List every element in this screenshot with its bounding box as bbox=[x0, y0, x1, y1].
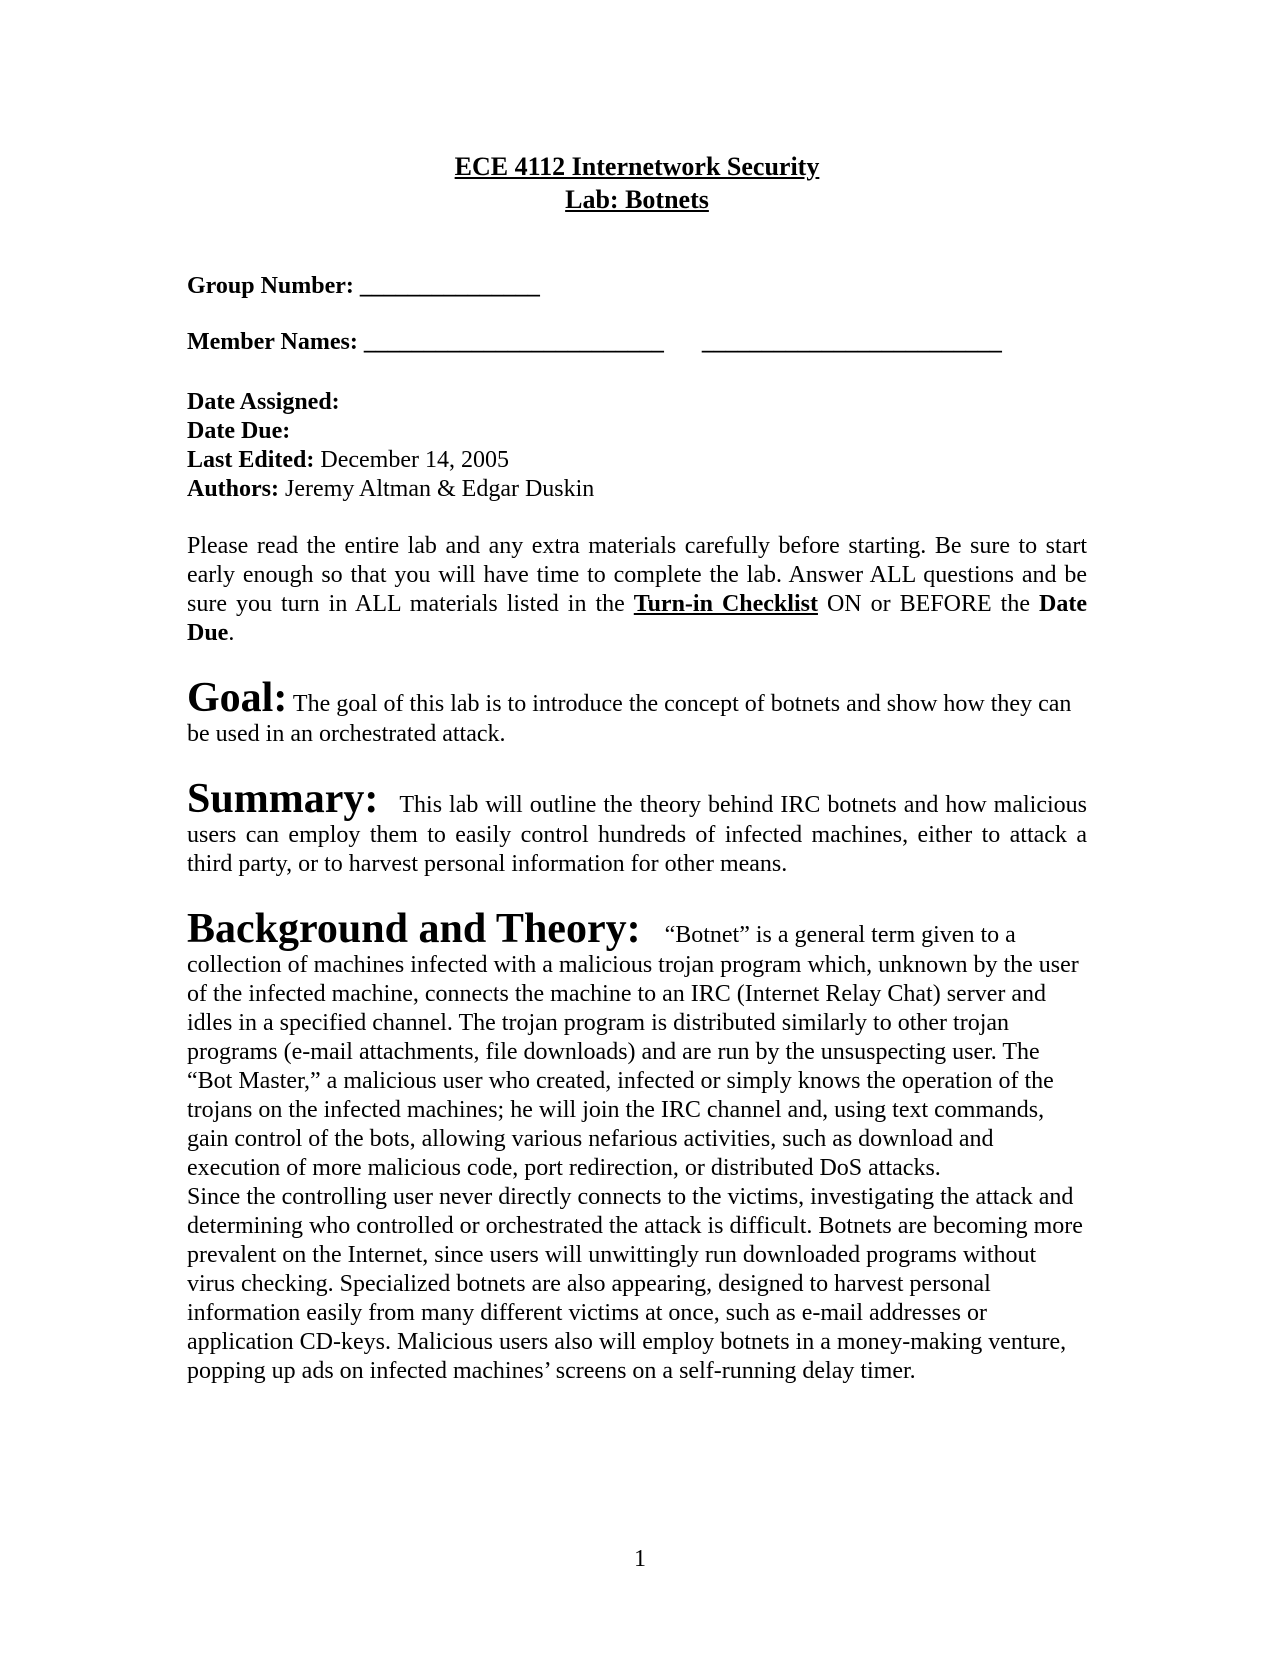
date-due-label: Date Due: bbox=[187, 418, 291, 444]
member-names-label: Member Names: bbox=[187, 329, 358, 355]
summary-heading: Summary: bbox=[187, 776, 379, 822]
goal-section bbox=[187, 676, 1087, 749]
date-assigned-row bbox=[187, 388, 1087, 417]
date-due-row bbox=[187, 417, 1087, 446]
background-text-1: “Botnet” is a general term given to a collection of machines infected with a malicious trojan program which, unknown by the user of the infected machine, connects the machine to an IRC (Internet Relay Chat) server and idles in a specified channel. The trojan program is distributed similarly to other trojan programs (e-mail attachments, file downloads) and are run by the unsuspecting user. The “Bot Master,” a malicious user who created, infected or simply knows the operation of the trojans on the infected machines; he will join the IRC channel and, using text commands, gain control of the bots, allowing various nefarious activities, such as download and execution of more malicious code, port redirection, or distributed DoS attacks. bbox=[187, 922, 1079, 1181]
authors-row bbox=[187, 475, 1087, 504]
summary-text: This lab will outline the theory behind IRC botnets and how malicious users can employ them to easily control hundreds of infected machines, either to attack a third party, or to harvest personal information for other means. bbox=[187, 792, 1088, 877]
member-names-row bbox=[187, 328, 1087, 357]
background-paragraph-2: Since the controlling user never directly connects to the victims, investigating the attack and determining who controlled or orchestrated the attack is difficult. Botnets are becoming more prevalent on the Internet, since users will unwittingly run downloaded programs without virus checking. Specialized botnets are also appearing, designed to harvest personal information easily from many different victims at once, such as e-mail addresses or application CD-keys. Malicious users also will employ botnets in a money-making venture, popping up ads on infected machines’ screens on a self-running delay timer. bbox=[187, 1184, 1083, 1384]
group-number-blank: _______________ bbox=[359, 273, 540, 299]
turn-in-checklist-link[interactable]: Turn-in Checklist bbox=[633, 591, 818, 617]
title-block bbox=[187, 150, 1087, 216]
intro-text-1: Please read the entire lab and any extra materials carefully before starting. Be sure to start early enough so that you will have time to complete the lab. Answer ALL questions and be sure you turn in ALL materials listed in the bbox=[187, 533, 1087, 617]
intro-date-due: Date Due bbox=[187, 591, 1087, 646]
intro-text-2: ON or BEFORE the bbox=[817, 591, 1039, 617]
summary-section bbox=[187, 777, 1087, 879]
background-heading: Background and Theory: bbox=[187, 906, 641, 952]
last-edited-label: Last Edited: bbox=[187, 447, 315, 473]
page-number: 1 bbox=[634, 1546, 646, 1572]
group-number-label: Group Number: bbox=[187, 273, 354, 299]
authors-label: Authors: bbox=[187, 476, 280, 502]
date-assigned-label: Date Assigned: bbox=[187, 389, 340, 415]
lab-title: Lab: Botnets bbox=[565, 185, 709, 214]
background-paragraph-1 bbox=[187, 907, 1087, 1183]
goal-text: The goal of this lab is to introduce the concept of botnets and show how they can be used in an orchestrated attack. bbox=[187, 691, 1072, 747]
course-title: ECE 4112 Internetwork Security bbox=[454, 152, 820, 181]
intro-text-3: . bbox=[228, 620, 235, 646]
member-names-blank-2: _________________________ bbox=[701, 329, 1002, 355]
group-number-row bbox=[187, 272, 1087, 301]
goal-heading: Goal: bbox=[187, 675, 288, 721]
member-names-blank-1: _________________________ bbox=[363, 329, 664, 355]
date-info bbox=[187, 388, 1087, 504]
background-section bbox=[187, 907, 1087, 1386]
last-edited-value: December 14, 2005 bbox=[320, 447, 509, 473]
intro-paragraph bbox=[187, 532, 1087, 648]
last-edited-row bbox=[187, 446, 1087, 475]
document-body bbox=[187, 150, 1087, 1386]
authors-value: Jeremy Altman & Edgar Duskin bbox=[285, 476, 595, 502]
